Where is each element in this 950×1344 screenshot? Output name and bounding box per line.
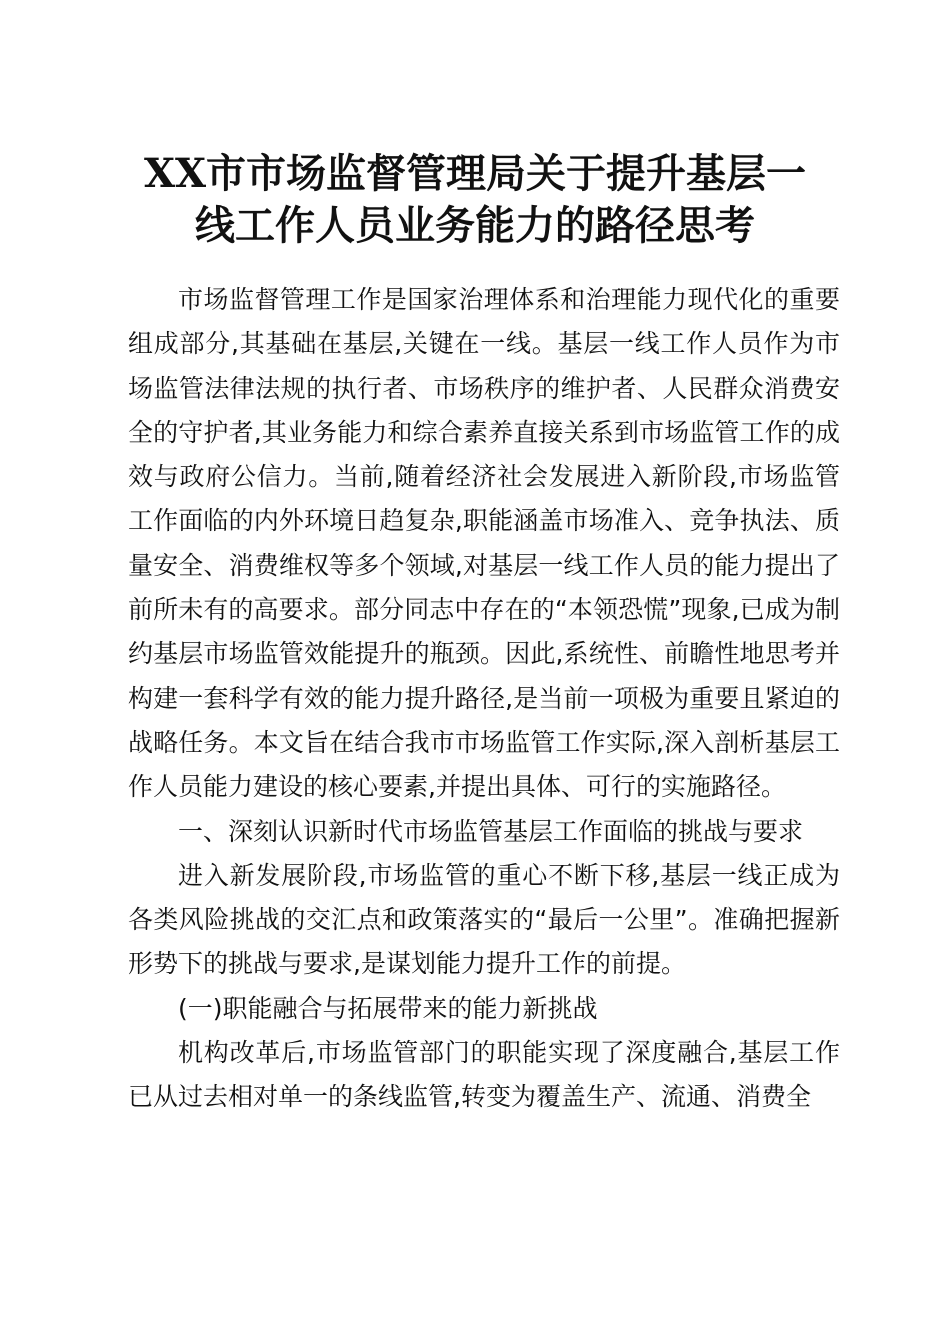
title-line-1: XX市市场监督管理局关于提升基层一 bbox=[143, 150, 807, 197]
intro-paragraph: 市场监督管理工作是国家治理体系和治理能力现代化的重要组成部分,其基础在基层,关键在一线。基层一线工作人员作为市场监管法律法规的执行者、市场秩序的维护者、人民群众消费安全的守护者,其业务能力和综合素养直接关系到市场监管工作的成效与政府公信力。当前,随着经济社会发展进入新阶段,市场监管工作面临的内外环境日趋复杂,职能涵盖市场准入、竞争执法、质量安全、消费维权等多个领域,对基层一线工作人员的能力提出了前所未有的高要求。部分同志中存在的“本领恐慌”现象,已成为制约基层市场监管效能提升的瓶颈。因此,系统性、前瞻性地思考并构建一套科学有效的能力提升路径,是当前一项极为重要且紧迫的战略任务。本文旨在结合我市市场监管工作实际,深入剖析基层工作人员能力建设的核心要素,并提出具体、可行的实施路径。 bbox=[128, 285, 840, 802]
document-title bbox=[120, 148, 830, 252]
section-heading-1: 一、深刻认识新时代市场监管基层工作面临的挑战与要求 bbox=[178, 816, 804, 846]
section-paragraph-1: 进入新发展阶段,市场监管的重心不断下移,基层一线正成为各类风险挑战的交汇点和政策落实的“最后一公里”。准确把握新形势下的挑战与要求,是谋划能力提升工作的前提。 bbox=[128, 860, 840, 979]
document-body bbox=[128, 278, 840, 1120]
subsection-paragraph-1: 机构改革后,市场监管部门的职能实现了深度融合,基层工作已从过去相对单一的条线监管,转变为覆盖生产、流通、消费全 bbox=[128, 1038, 840, 1112]
title-line-2: 线工作人员业务能力的路径思考 bbox=[195, 202, 755, 249]
subsection-heading-1: (一)职能融合与拓展带来的能力新挑战 bbox=[178, 993, 598, 1023]
